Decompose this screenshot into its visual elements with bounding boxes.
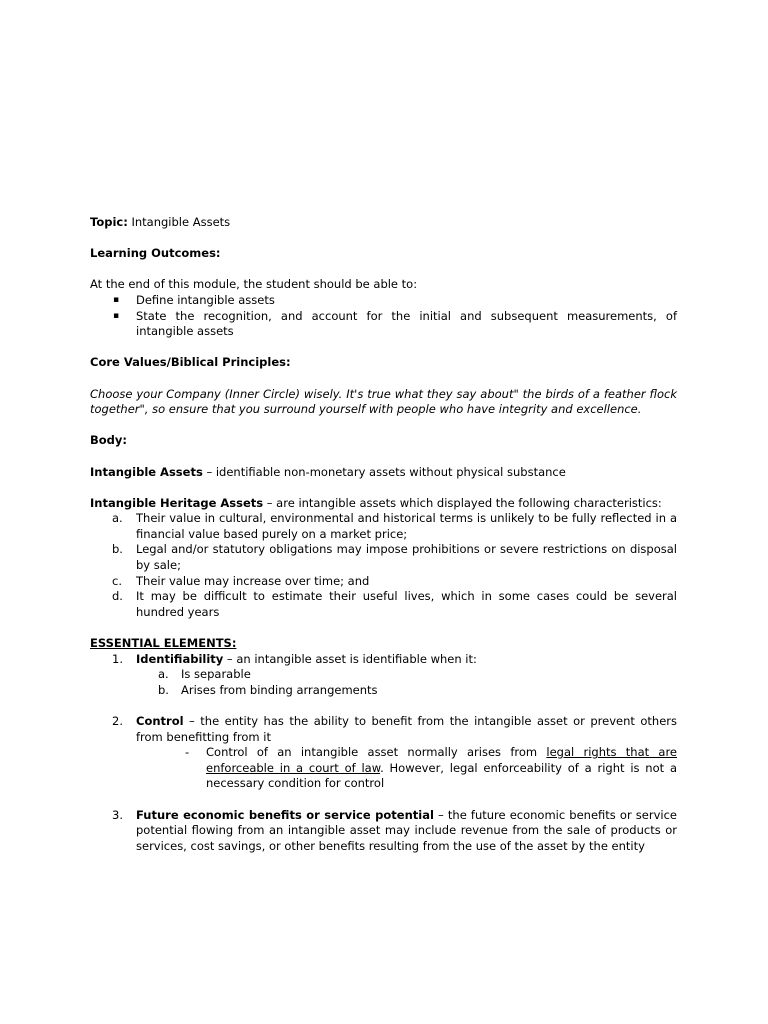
list-marker: 1. [112,651,123,666]
dash-marker: - [185,745,190,760]
identifiability-sub-list [90,667,677,698]
list-marker: 2. [112,714,123,728]
list-marker: a. [158,667,169,682]
body-heading: Body: [90,433,127,448]
list-marker: a. [112,511,123,526]
control-detail-list [90,745,677,792]
topic-value: Intangible Assets [131,215,231,229]
characteristic-text: Legal and/or statutory obligations may impose prohibitions or severe restrictions on disposal by sale; [136,542,677,573]
list-marker: 3. [112,807,123,822]
essential-elements-heading: ESSENTIAL ELEMENTS: [90,636,237,651]
intangible-assets-term: Intangible Assets [90,464,203,479]
topic-line [90,215,677,231]
list-item [90,745,677,792]
identifiability-text: – an intangible asset is identifiable when it: [223,651,477,666]
core-values-text: Choose your Company (Inner Circle) wisely. It's true what they say about" the birds of a feather flock together", so ensure that you surround yourself with people who have integrity and excellence. [90,386,677,417]
list-item-future-benefits [90,808,677,855]
control-detail-after: . However, legal enforceability of a right is not a necessary condition for control [206,760,677,791]
bullet-icon: ▪ [113,310,120,321]
learning-outcomes-intro: At the end of this module, the student should be able to: [90,277,418,292]
identifiability-term: Identifiability [136,651,224,666]
core-values-heading: Core Values/Biblical Principles: [90,355,291,370]
control-detail-before: Control of an intangible asset normally arises from [206,745,547,760]
heritage-assets-term: Intangible Heritage Assets [90,495,264,510]
essential-elements-list-future [90,808,677,855]
intangible-assets-text: – identifiable non-monetary assets without physical substance [202,464,566,479]
list-marker: c. [112,573,122,588]
characteristic-text: It may be difficult to estimate their useful lives, which in some cases could be several hundred years [136,589,677,619]
document-page [90,215,677,854]
control-text: – the entity has the ability to benefit from the intangible asset or prevent others from benefitting from it [136,714,677,744]
list-item [90,293,677,309]
outcome-text: Define intangible assets [136,292,275,307]
future-benefits-text: – the future economic benefits or service potential flowing from an intangible asset may include revenue from the sale of products or services, cost savings, or other benefits resulting from the use of the asset by the entity [136,807,677,853]
learning-outcomes-list [90,293,677,340]
list-item [90,683,677,699]
characteristic-text: Their value may increase over time; and [136,573,370,588]
list-item [90,574,677,590]
list-item [90,542,677,573]
list-item [90,589,677,620]
bullet-icon: ▪ [113,294,120,305]
list-item [90,511,677,542]
sub-item-text: Arises from binding arrangements [181,682,378,697]
future-benefits-term: Future economic benefits or service potential [136,807,434,822]
topic-label: Topic: [90,215,128,229]
list-marker: b. [158,682,169,697]
list-marker: b. [112,542,123,557]
list-item [90,667,677,683]
list-item-control [90,714,677,745]
list-marker: d. [112,589,123,604]
heritage-assets-text: – are intangible assets which displayed the following characteristics: [263,495,662,510]
intangible-assets-definition [90,465,677,481]
essential-elements-list-control [90,714,677,745]
list-item-identifiability [90,652,677,668]
sub-item-text: Is separable [181,667,251,682]
learning-outcomes-heading: Learning Outcomes: [90,246,221,261]
heritage-characteristics-list [90,511,677,620]
essential-elements-list [90,652,677,668]
control-term: Control [136,714,184,728]
heritage-assets-definition [90,496,677,512]
characteristic-text: Their value in cultural, environmental and historical terms is unlikely to be fully reflected in a financial value based purely on a market price; [136,511,677,541]
outcome-text: State the recognition, and account for the initial and subsequent measurements, of intangible assets [136,308,677,339]
list-item [90,309,677,340]
control-detail-underlined: legal rights that are enforceable in a court of law [206,745,678,775]
